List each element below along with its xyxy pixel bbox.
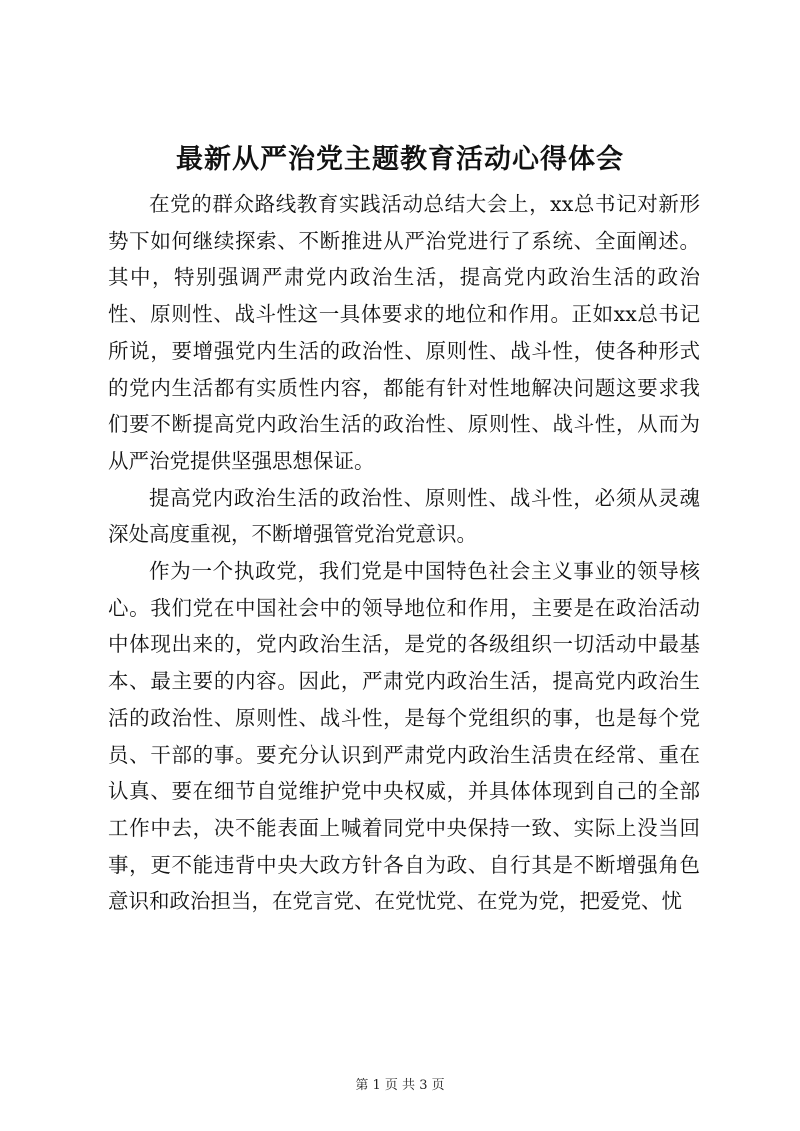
paragraph: 作为一个执政党，我们党是中国特色社会主义事业的领导核心。我们党在中国社会中的领导地位和作用，主要是在政治活动中体现出来的，党内政治生活，是党的各级组织一切活动中最基本、最主要的内容。因此，严肃党内政治生活，提高党内政治生活的政治性、原则性、战斗性，是每个党组织的事，也是每个党员、干部的事。要充分认识到严肃党内政治生活贵在经常、重在认真、要在细节自觉维护党中央权威，并具体体现到自己的全部工作中去，决不能表面上喊着同党中央保持一致、实际上没当回事，更不能违背中央大政方针各自为政、自行其是不断增强角色意识和政治担当，在党言党、在党忧党、在党为党，把爱党、忧 bbox=[108, 559, 700, 914]
page-number-footer: 第 1 页 共 3 页 bbox=[355, 1078, 445, 1093]
document-body bbox=[108, 186, 700, 920]
paragraph: 提高党内政治生活的政治性、原则性、战斗性，必须从灵魂深处高度重视，不断增强管党治党意识。 bbox=[108, 485, 700, 547]
document-title: 最新从严治党主题教育活动心得体会 bbox=[176, 144, 624, 175]
paragraph: 在党的群众路线教育实践活动总结大会上，xx总书记对新形势下如何继续探索、不断推进从严治党进行了系统、全面阐述。其中，特别强调严肃党内政治生活，提高党内政治生活的政治性、原则性、战斗性这一具体要求的地位和作用。正如xx总书记所说，要增强党内生活的政治性、原则性、战斗性，使各种形式的党内生活都有实质性内容，都能有针对性地解决问题这要求我们要不断提高党内政治生活的政治性、原则性、战斗性，从而为从严治党提供坚强思想保证。 bbox=[108, 192, 700, 473]
